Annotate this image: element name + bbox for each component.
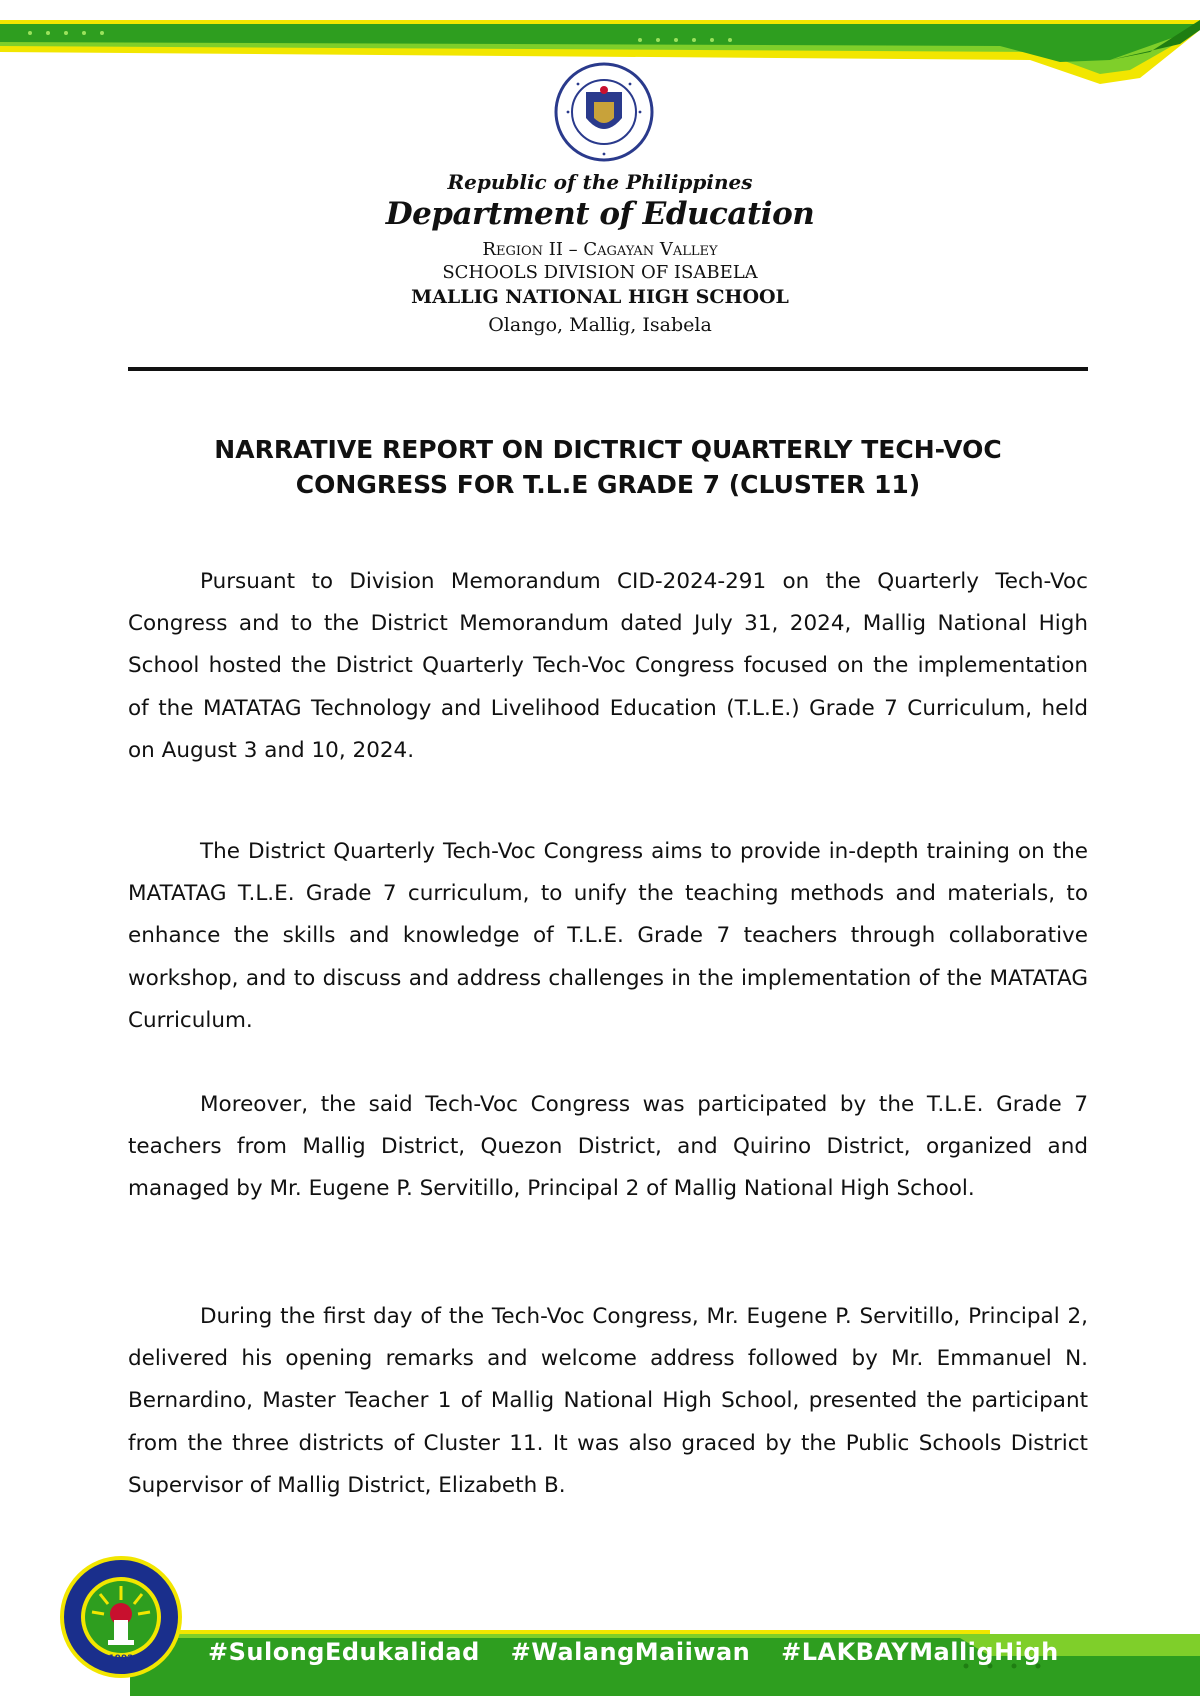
hashtag: #SulongEdukalidad [208, 1638, 480, 1666]
hashtag: #WalangMaiiwan [510, 1638, 751, 1666]
report-title [128, 432, 1088, 502]
deped-seal-logo [554, 62, 654, 162]
department-heading: Department of Education [385, 196, 815, 232]
title-line: NARRATIVE REPORT ON DICTRICT QUARTERLY TECH-VOC [214, 435, 1002, 464]
header-divider [128, 367, 1088, 371]
school-name: MALLIG NATIONAL HIGH SCHOOL [411, 286, 789, 308]
division-heading: SCHOOLS DIVISION OF ISABELA [442, 262, 758, 283]
body-paragraph: Moreover, the said Tech-Voc Congress was participated by the T.L.E. Grade 7 teachers from Mallig District, Quezon District, and Quirino District, organized and managed by Mr. Eugene P. Servitillo, Principal 2 of Mallig National High School. [128, 1092, 1088, 1202]
school-logo [60, 1556, 182, 1678]
logo-year: 1992 [108, 1654, 134, 1664]
hashtag: #LAKBAYMalligHigh [781, 1638, 1059, 1666]
body-paragraph: During the first day of the Tech-Voc Congress, Mr. Eugene P. Servitillo, Principal 2, delivered his opening remarks and welcome address followed by Mr. Emmanuel N. Bernardino, Master Teacher 1 of Mallig National High School, presented the participant from the three districts of Cluster 11. It was also graced by the Public Schools District Supervisor of Mallig District, Elizabeth B. [128, 1304, 1088, 1498]
title-line: CONGRESS FOR T.L.E GRADE 7 (CLUSTER 11) [295, 470, 921, 499]
region-heading: Region II – Cagayan Valley [482, 239, 718, 260]
footer-hashtags [208, 1638, 1081, 1666]
body-paragraph: Pursuant to Division Memorandum CID-2024-291 on the Quarterly Tech-Voc Congress and to the District Memorandum dated July 31, 2024, Mallig National High School hosted the District Quarterly Tech-Voc Congress focused on the implementation of the MATATAG Technology and Livelihood Education (T.L.E.) Grade 7 Curriculum, held on August 3 and 10, 2024. [128, 569, 1088, 763]
school-address: Olango, Mallig, Isabela [488, 314, 712, 336]
republic-heading: Republic of the Philippines [447, 170, 753, 194]
body-paragraph: The District Quarterly Tech-Voc Congress aims to provide in-depth training on the MATATAG T.L.E. Grade 7 curriculum, to unify the teaching methods and materials, to enhance the skills and knowledge of T.L.E. Grade 7 teachers through collaborative workshop, and to discuss and address challenges in the implementation of the MATATAG Curriculum. [128, 839, 1088, 1033]
